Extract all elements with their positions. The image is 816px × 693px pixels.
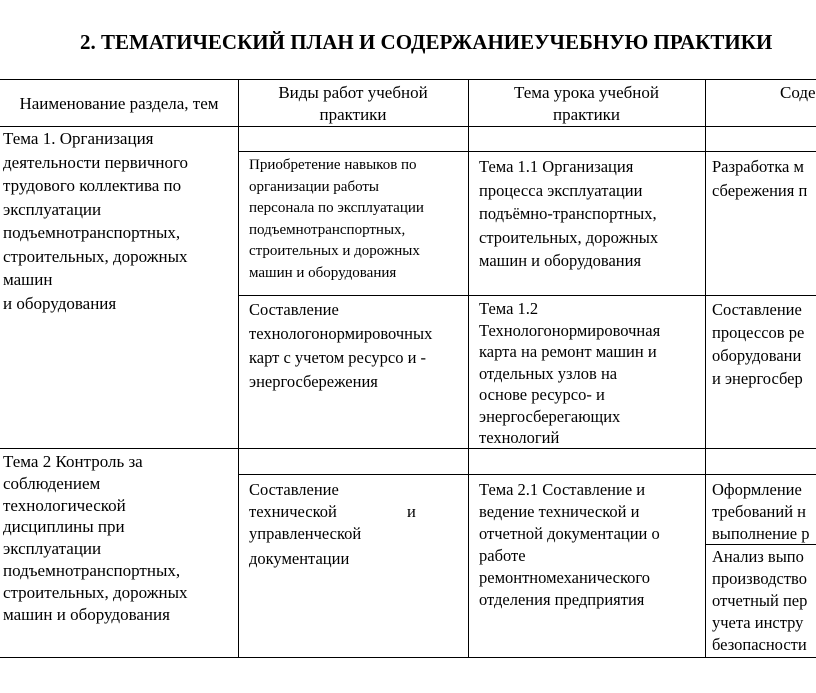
header-content: Соде xyxy=(780,83,816,102)
sec2-row1-work-line4: документации xyxy=(249,549,350,568)
sec2-row1-content-a: Оформление требований н выполнение р xyxy=(712,480,810,543)
table-border-top xyxy=(0,79,816,80)
col3-right-line xyxy=(705,79,706,658)
sec2-row1-topic: Тема 2.1 Составление и ведение технической и отчетной документации о работе ремонтномеханического отделения предприятия xyxy=(479,480,660,609)
sec1-row1-content: Разработка м сбережения п xyxy=(712,157,808,200)
sec1-empty-row-line xyxy=(238,151,816,152)
table-border-bottom xyxy=(0,657,816,658)
header-section-name: Наименование раздела, тем xyxy=(19,94,219,113)
header-work-types: Виды работ учебной практики xyxy=(278,83,428,124)
page-title: 2. ТЕМАТИЧЕСКИЙ ПЛАН И СОДЕРЖАНИЕУЧЕБНУЮ ПРАКТИКИ xyxy=(80,30,773,54)
sec1-row1-work: Приобретение навыков по организации работы персонала по эксплуатации подъемнотранспортных, строительных и дорожных машин и оборудования xyxy=(249,157,424,281)
sec2-row1-work-line2-left: технической xyxy=(249,502,337,521)
sec2-row1-work-line1: Составление xyxy=(249,480,339,499)
section1-name: Тема 1. Организация деятельности первичного трудового коллектива по эксплуатации подъемнотранспортных, строительных, дорожных машин и оборудования xyxy=(3,129,189,313)
sec2-row1-content-b: Анализ выпо производство отчетный пер учета инстру безопасности xyxy=(712,547,808,654)
sec2-row1-work-line3: управленческой xyxy=(249,524,362,543)
sec2-row1-work-line2-right: и xyxy=(407,502,416,521)
sec2-empty-row-line xyxy=(238,474,816,475)
thematic-plan-table xyxy=(0,79,816,659)
sec1-row2-content: Составление процессов ре оборудовани и энергосбер xyxy=(712,300,805,388)
sec1-row1-topic: Тема 1.1 Организация процесса эксплуатации подъёмно-транспортных, строительных, дорожных машин и оборудования xyxy=(479,157,659,270)
section2-name: Тема 2 Контроль за соблюдением технологической дисциплины при эксплуатации подъемнотранспортных, строительных, дорожных машин и оборудования xyxy=(3,452,188,624)
sec1-row2-topic: Тема 1.2 Технологонормировочная карта на ремонт машин и отдельных узлов на основе ресурсо- и энергосберегающих технологий xyxy=(479,299,661,447)
sec1-row1-bottom-line xyxy=(238,295,816,296)
col2-right-line xyxy=(468,79,469,658)
header-lesson-topic: Тема урока учебной практики xyxy=(514,83,659,124)
sec1-row2-work: Составление технологонормировочных карт с учетом ресурсо и - энергосбережения xyxy=(249,300,433,391)
